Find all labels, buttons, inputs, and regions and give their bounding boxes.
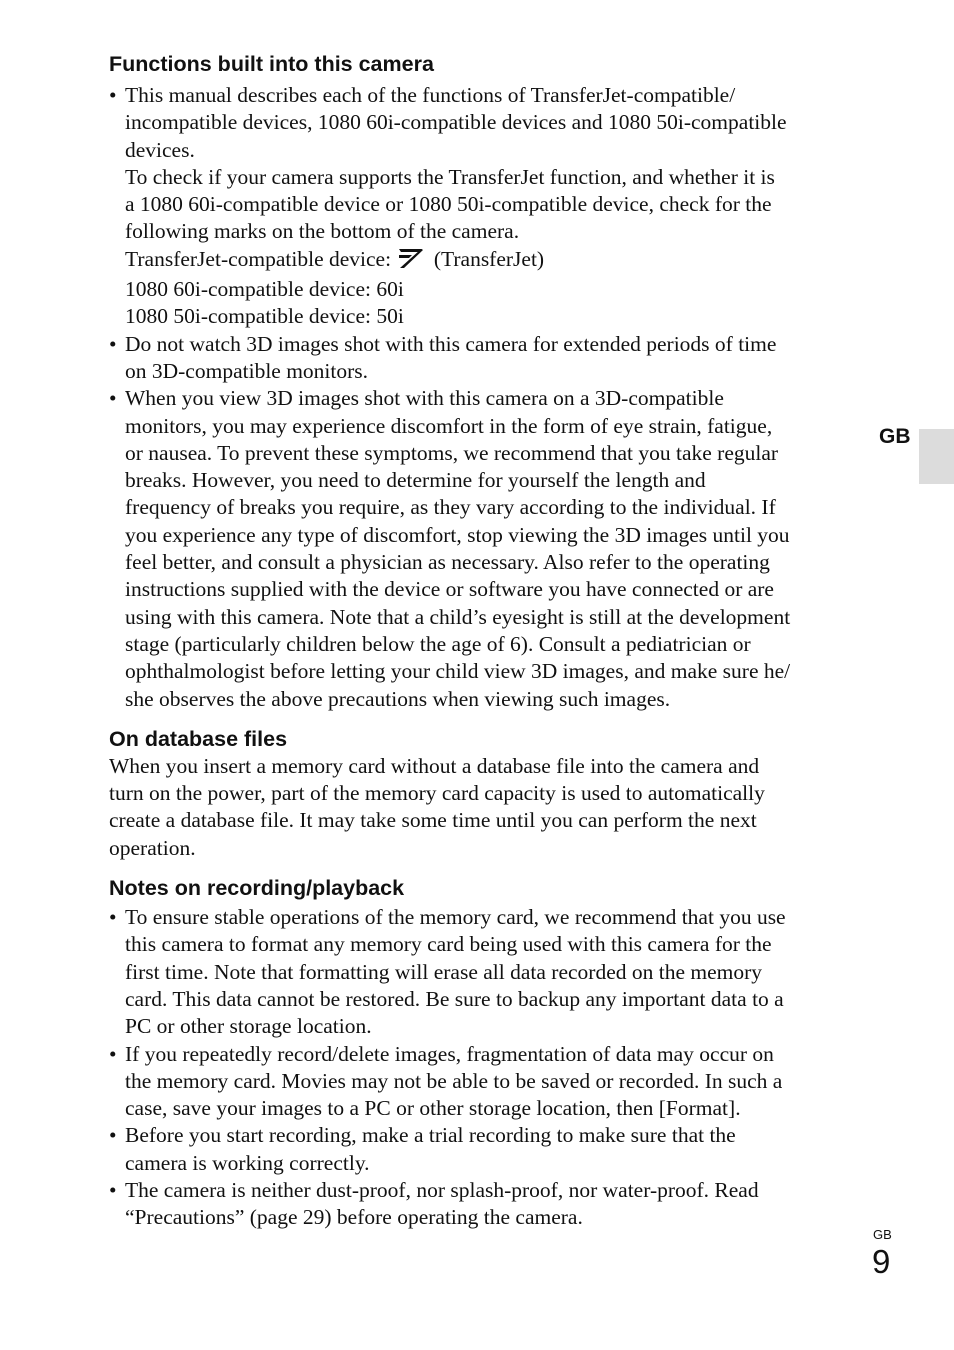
text-line: ophthalmologist before letting your child view 3D images, and make sure he/ — [125, 659, 791, 684]
list-item — [109, 385, 869, 713]
list-item — [109, 904, 869, 1040]
text-line: “Precautions” (page 29) before operating the camera. — [125, 1205, 583, 1230]
text-line — [125, 246, 869, 276]
text-line: using with this camera. Note that a child’s eyesight is still at the development — [125, 604, 791, 629]
page-number: 9 — [872, 1243, 891, 1280]
text-line: instructions supplied with the device or software you have connected or are — [125, 577, 774, 602]
text-line: a 1080 60i-compatible device or 1080 50i-compatible device, check for the — [125, 192, 772, 217]
text-line: When you view 3D images shot with this camera on a 3D-compatible — [125, 386, 724, 411]
bullet-marker: • — [109, 386, 117, 411]
text-line: The camera is neither dust-proof, nor splash-proof, nor water-proof. Read — [125, 1177, 759, 1202]
text-line: case, save your images to a PC or other storage location, then [Format]. — [125, 1096, 741, 1121]
text-line: on 3D-compatible monitors. — [125, 358, 369, 383]
text-line: she observes the above precautions when viewing such images. — [125, 686, 671, 711]
text-line: frequency of breaks you require, as they vary according to the individual. If — [125, 495, 776, 520]
page-language-code: GB — [873, 1227, 892, 1242]
bullet-marker: • — [109, 331, 117, 356]
bullet-marker: • — [109, 1041, 117, 1066]
text-line: stage (particularly children below the age of 6). Consult a pediatrician or — [125, 631, 751, 656]
text-line: first time. Note that formatting will erase all data recorded on the memory — [125, 959, 763, 984]
bullet-marker: • — [109, 1177, 117, 1202]
text-line: camera is working correctly. — [125, 1150, 370, 1175]
functions-list — [109, 82, 869, 713]
text-line: monitors, you may experience discomfort in the form of eye strain, fatigue, — [125, 413, 773, 438]
text-line: To check if your camera supports the TransferJet function, and whether it is — [125, 164, 775, 189]
text-line: card. This data cannot be restored. Be sure to backup any important data to a — [125, 986, 784, 1011]
text-line: create a database file. It may take some time until you can perform the next — [109, 808, 757, 833]
text-line: When you insert a memory card without a database file into the camera and — [109, 753, 760, 778]
recording-list — [109, 904, 869, 1232]
text-line: the memory card. Movies may not be able to be saved or recorded. In such a — [125, 1068, 783, 1093]
section-title-recording: Notes on recording/playback — [109, 876, 405, 901]
transferjet-name: (TransferJet) — [433, 246, 545, 271]
bullet-marker: • — [109, 905, 117, 930]
text-line: or nausea. To prevent these symptoms, we recommend that you take regular — [125, 440, 779, 465]
text-line: devices. — [125, 137, 195, 162]
list-item — [109, 331, 869, 386]
text-line: To ensure stable operations of the memory card, we recommend that you use — [125, 905, 786, 930]
text-line: turn on the power, part of the memory card capacity is used to automatically — [109, 781, 765, 806]
text-line: Before you start recording, make a trial recording to make sure that the — [125, 1123, 736, 1148]
list-item — [109, 82, 869, 331]
list-item — [109, 1122, 869, 1177]
text-line: following marks on the bottom of the camera. — [125, 219, 520, 244]
text-line: 1080 60i-compatible device: 60i — [125, 277, 404, 302]
text-line: feel better, and consult a physician as necessary. Also refer to the operating — [125, 550, 770, 575]
list-item — [109, 1041, 869, 1123]
text-line: Do not watch 3D images shot with this camera for extended periods of time — [125, 331, 777, 356]
text-line: incompatible devices, 1080 60i-compatible devices and 1080 50i-compatible — [125, 110, 787, 135]
text-line: PC or other storage location. — [125, 1014, 372, 1039]
database-paragraph — [109, 753, 869, 862]
text-line: operation. — [109, 835, 196, 860]
text-line: This manual describes each of the functions of TransferJet-compatible/ — [125, 83, 736, 107]
transferjet-icon — [398, 247, 424, 276]
list-item — [109, 1177, 869, 1232]
bullet-marker: • — [109, 1123, 117, 1148]
text-line: breaks. However, you need to determine for yourself the length and — [125, 468, 706, 493]
text-line: 1080 50i-compatible device: 50i — [125, 304, 404, 329]
language-tab-label: GB — [879, 425, 911, 448]
manual-page — [109, 50, 869, 1232]
text-line: this camera to format any memory card being used with this camera for the — [125, 932, 772, 957]
transferjet-device-label: TransferJet-compatible device: — [125, 246, 392, 271]
section-title-database: On database files — [109, 726, 288, 751]
text-line: you experience any type of discomfort, stop viewing the 3D images until you — [125, 522, 790, 547]
text-line: If you repeatedly record/delete images, fragmentation of data may occur on — [125, 1041, 774, 1066]
language-side-tab — [919, 429, 954, 484]
section-title-functions: Functions built into this camera — [109, 52, 434, 76]
bullet-marker: • — [109, 83, 117, 107]
